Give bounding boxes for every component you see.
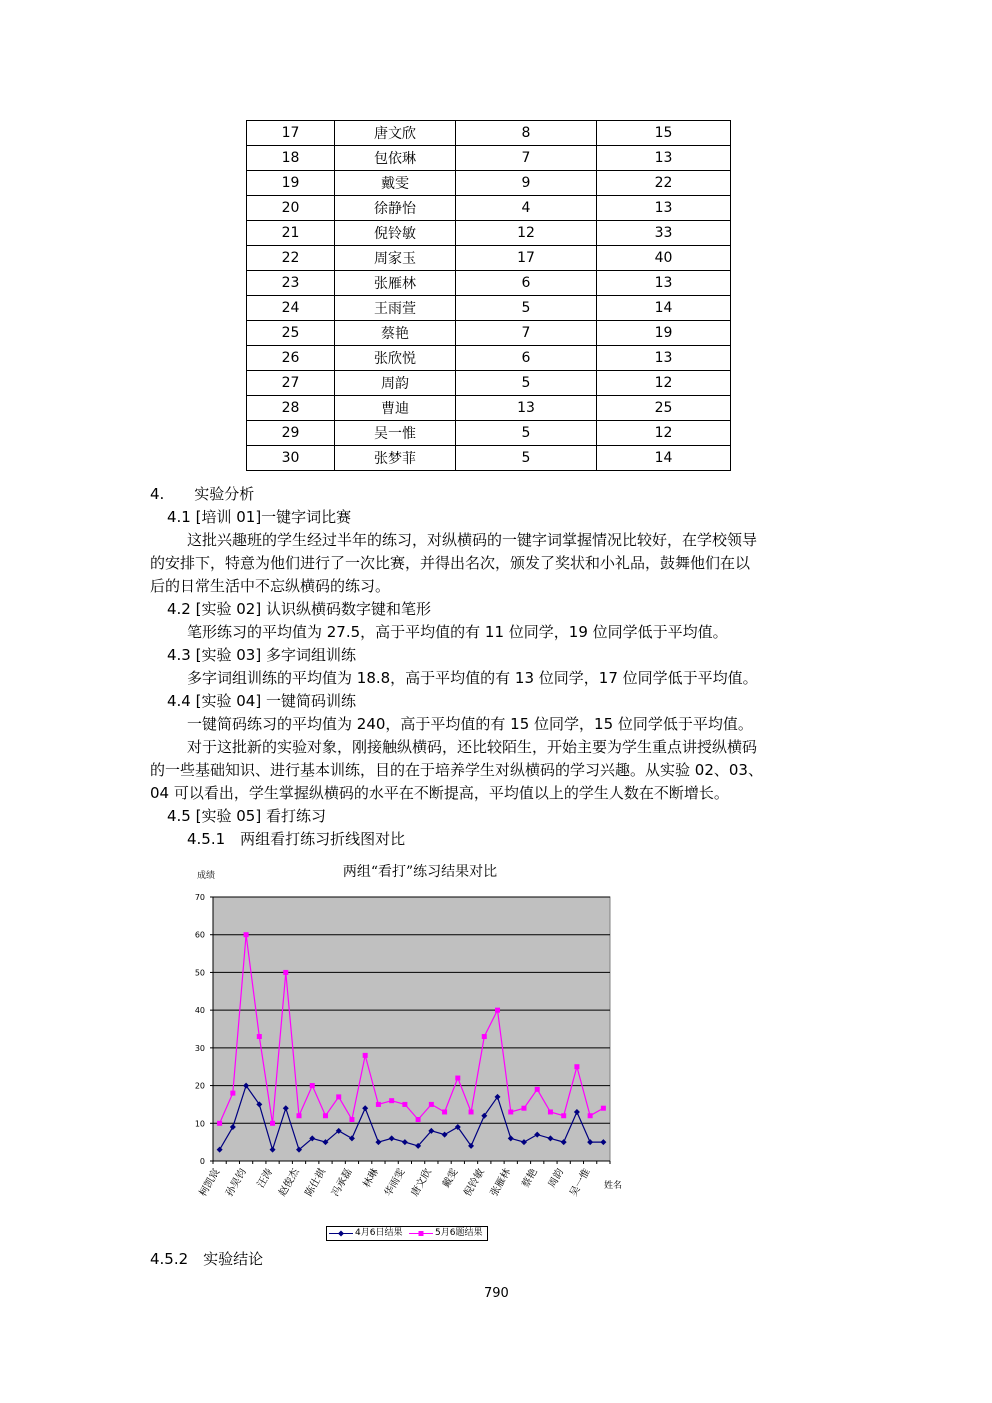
table-cell-score-2: 13: [597, 196, 731, 221]
x-tick-label: 唐文欣: [409, 1167, 434, 1199]
table-row: [247, 446, 731, 471]
paragraph-4-4-b-line1: 对于这批新的实验对象，刚接触纵横码，还比较陌生，开始主要为学生重点讲授纵横码: [187, 738, 758, 756]
table-row: [247, 196, 731, 221]
table-cell-row-number: 27: [247, 371, 335, 396]
table-row: [247, 221, 731, 246]
data-point: [574, 1064, 579, 1069]
table-cell-score-2: 12: [597, 371, 731, 396]
table-cell-score-1: 8: [456, 121, 597, 146]
table-cell-row-number: 22: [247, 246, 335, 271]
table-cell-score-1: 4: [456, 196, 597, 221]
section-4-3-heading: 4.3 [实验 03] 多字词组训练: [167, 646, 356, 664]
section-4-5-1-heading: 4.5.1 两组看打练习折线图对比: [187, 830, 406, 848]
table-cell-score-2: 40: [597, 246, 731, 271]
table-cell-row-number: 19: [247, 171, 335, 196]
table-cell-score-1: 5: [456, 296, 597, 321]
table-cell-student-name: 张欣悦: [335, 346, 456, 371]
table-cell-student-name: 包依琳: [335, 146, 456, 171]
y-tick-label: 70: [194, 893, 205, 902]
data-point: [402, 1102, 407, 1107]
x-tick-label: 孙昊钧: [224, 1167, 249, 1199]
section-4-heading: 4. 实验分析: [150, 485, 255, 503]
page-number: 790: [484, 1286, 509, 1301]
paragraph-4-4: 一键简码练习的平均值为 240，高于平均值的有 15 位同学，15 位同学低于平均值。: [187, 715, 753, 733]
x-tick-label: 柯凯宸: [197, 1167, 223, 1199]
chart-ylabel: 成绩: [197, 871, 216, 881]
data-point: [561, 1113, 566, 1118]
y-tick-label: 60: [194, 930, 205, 940]
data-point: [495, 1008, 500, 1013]
data-point: [429, 1102, 434, 1107]
paragraph-4-4-b-line3: 04 可以看出，学生掌握纵横码的水平在不断提高，平均值以上的学生人数在不断增长。: [150, 784, 729, 802]
table-cell-student-name: 张雁林: [335, 271, 456, 296]
table-cell-student-name: 倪铃敏: [335, 221, 456, 246]
x-tick-label: 赵俊杰: [277, 1167, 302, 1199]
data-point: [336, 1094, 341, 1099]
table-cell-score-2: 14: [597, 296, 731, 321]
y-tick-label: 30: [194, 1043, 205, 1053]
paragraph-4-3: 多字词组训练的平均值为 18.8，高于平均值的有 13 位同学，17 位同学低于平均值。: [187, 669, 758, 687]
table-cell-student-name: 吴一惟: [335, 421, 456, 446]
x-tick-label: 冯承磊: [330, 1167, 355, 1199]
table-row: [247, 246, 731, 271]
data-point: [469, 1109, 474, 1114]
data-point: [521, 1106, 526, 1111]
x-tick-label: 张雁林: [488, 1167, 514, 1199]
chart-legend: [326, 1226, 488, 1241]
table-cell-student-name: 唐文欣: [335, 121, 456, 146]
table-cell-score-2: 12: [597, 421, 731, 446]
data-point: [389, 1098, 394, 1103]
table-cell-row-number: 21: [247, 221, 335, 246]
section-4-1-heading: 4.1 [培训 01]一键字词比赛: [167, 508, 352, 526]
y-tick-label: 50: [194, 968, 205, 978]
table-cell-score-2: 15: [597, 121, 731, 146]
table-row: [247, 146, 731, 171]
data-point: [601, 1106, 606, 1111]
data-point: [310, 1083, 315, 1088]
x-tick-label: 倪铃敏: [462, 1167, 487, 1199]
table-cell-row-number: 29: [247, 421, 335, 446]
table-cell-score-1: 12: [456, 221, 597, 246]
data-point: [230, 1091, 235, 1096]
table-cell-student-name: 徐静怡: [335, 196, 456, 221]
data-point: [455, 1076, 460, 1081]
data-point: [349, 1117, 354, 1122]
section-4-5-heading: 4.5 [实验 05] 看打练习: [167, 807, 326, 825]
data-point: [244, 932, 249, 937]
paragraph-4-4-b-line2: 的一些基础知识、进行基本训练，目的在于培养学生对纵横码的学习兴趣。从实验 02、03、: [150, 761, 763, 779]
table-cell-row-number: 17: [247, 121, 335, 146]
x-tick-label: 陈仕祺: [303, 1167, 329, 1199]
table-row: [247, 346, 731, 371]
data-point: [588, 1113, 593, 1118]
table-cell-student-name: 戴雯: [335, 171, 456, 196]
x-tick-label: 华雨雯: [382, 1167, 408, 1199]
legend-series-1-swatch: [329, 1229, 353, 1238]
table-cell-score-1: 5: [456, 371, 597, 396]
x-tick-label: 吴一惟: [568, 1167, 593, 1199]
chart-title: 两组“看打”练习结果对比: [342, 864, 498, 880]
section-4-2-heading: 4.2 [实验 02] 认识纵横码数字键和笔形: [167, 600, 431, 618]
table-cell-score-1: 6: [456, 346, 597, 371]
table-cell-student-name: 周韵: [335, 371, 456, 396]
table-cell-score-2: 19: [597, 321, 731, 346]
table-cell-score-2: 25: [597, 396, 731, 421]
data-point: [376, 1102, 381, 1107]
table-cell-score-1: 7: [456, 321, 597, 346]
paragraph-4-1-line1: 这批兴趣班的学生经过半年的练习，对纵横码的一键字词掌握情况比较好，在学校领导: [187, 531, 758, 549]
table-cell-score-1: 13: [456, 396, 597, 421]
data-point: [416, 1117, 421, 1122]
x-tick-label: 周韵: [546, 1167, 567, 1190]
y-tick-label: 10: [194, 1119, 205, 1129]
table-cell-row-number: 26: [247, 346, 335, 371]
paragraph-4-1-line3: 后的日常生活中不忘纵横码的练习。: [150, 577, 391, 595]
data-point: [548, 1109, 553, 1114]
legend-series-2-label: 5月6题结果: [435, 1228, 483, 1238]
data-point: [442, 1109, 447, 1114]
table-cell-row-number: 25: [247, 321, 335, 346]
data-point: [217, 1121, 222, 1126]
data-point: [323, 1113, 328, 1118]
table-row: [247, 121, 731, 146]
table-cell-row-number: 18: [247, 146, 335, 171]
table-cell-score-1: 5: [456, 421, 597, 446]
table-cell-score-2: 13: [597, 146, 731, 171]
x-tick-label: 蔡艳: [520, 1167, 540, 1190]
paragraph-4-1-line2: 的安排下，特意为他们进行了一次比赛，并得出名次，颁发了奖状和小礼品，鼓舞他们在以: [150, 554, 751, 572]
data-point: [363, 1053, 368, 1058]
section-4-4-heading: 4.4 [实验 04] 一键简码训练: [167, 692, 356, 710]
table-row: [247, 396, 731, 421]
table-row: [247, 321, 731, 346]
legend-series-1-label: 4月6日结果: [355, 1228, 403, 1238]
table-cell-student-name: 王雨萱: [335, 296, 456, 321]
table-cell-student-name: 张梦菲: [335, 446, 456, 471]
table-cell-student-name: 曹迪: [335, 396, 456, 421]
table-cell-score-2: 22: [597, 171, 731, 196]
table-cell-score-2: 33: [597, 221, 731, 246]
table-cell-row-number: 24: [247, 296, 335, 321]
table-cell-row-number: 28: [247, 396, 335, 421]
table-cell-score-1: 5: [456, 446, 597, 471]
table-cell-score-1: 17: [456, 246, 597, 271]
section-4-5-2-heading: 4.5.2 实验结论: [150, 1250, 264, 1268]
table-cell-score-1: 7: [456, 146, 597, 171]
line-chart: [150, 855, 670, 1227]
legend-series-2-swatch: [409, 1229, 433, 1238]
x-tick-label: 林琳: [361, 1167, 382, 1190]
table-row: [247, 171, 731, 196]
table-cell-row-number: 20: [247, 196, 335, 221]
paragraph-4-2: 笔形练习的平均值为 27.5，高于平均值的有 11 位同学，19 位同学低于平均值。: [187, 623, 728, 641]
y-tick-label: 0: [199, 1157, 205, 1166]
table-cell-row-number: 23: [247, 271, 335, 296]
table-cell-score-2: 13: [597, 271, 731, 296]
table-cell-score-1: 6: [456, 271, 597, 296]
x-tick-label: 汪涛: [255, 1167, 276, 1190]
table-row: [247, 271, 731, 296]
data-point: [283, 970, 288, 975]
table-cell-row-number: 30: [247, 446, 335, 471]
x-tick-label: 戴雯: [440, 1167, 461, 1190]
table-row: [247, 371, 731, 396]
y-tick-label: 20: [194, 1081, 205, 1091]
score-table: [246, 120, 731, 471]
data-point: [270, 1121, 275, 1126]
table-row: [247, 296, 731, 321]
table-row: [247, 421, 731, 446]
data-point: [297, 1113, 302, 1118]
y-tick-label: 40: [194, 1006, 205, 1016]
chart-xlabel: 姓名: [604, 1181, 623, 1191]
table-cell-score-2: 13: [597, 346, 731, 371]
table-cell-score-2: 14: [597, 446, 731, 471]
table-cell-student-name: 蔡艳: [335, 321, 456, 346]
table-cell-student-name: 周家玉: [335, 246, 456, 271]
data-point: [508, 1109, 513, 1114]
data-point: [535, 1087, 540, 1092]
data-point: [482, 1034, 487, 1039]
table-cell-score-1: 9: [456, 171, 597, 196]
data-point: [257, 1034, 262, 1039]
